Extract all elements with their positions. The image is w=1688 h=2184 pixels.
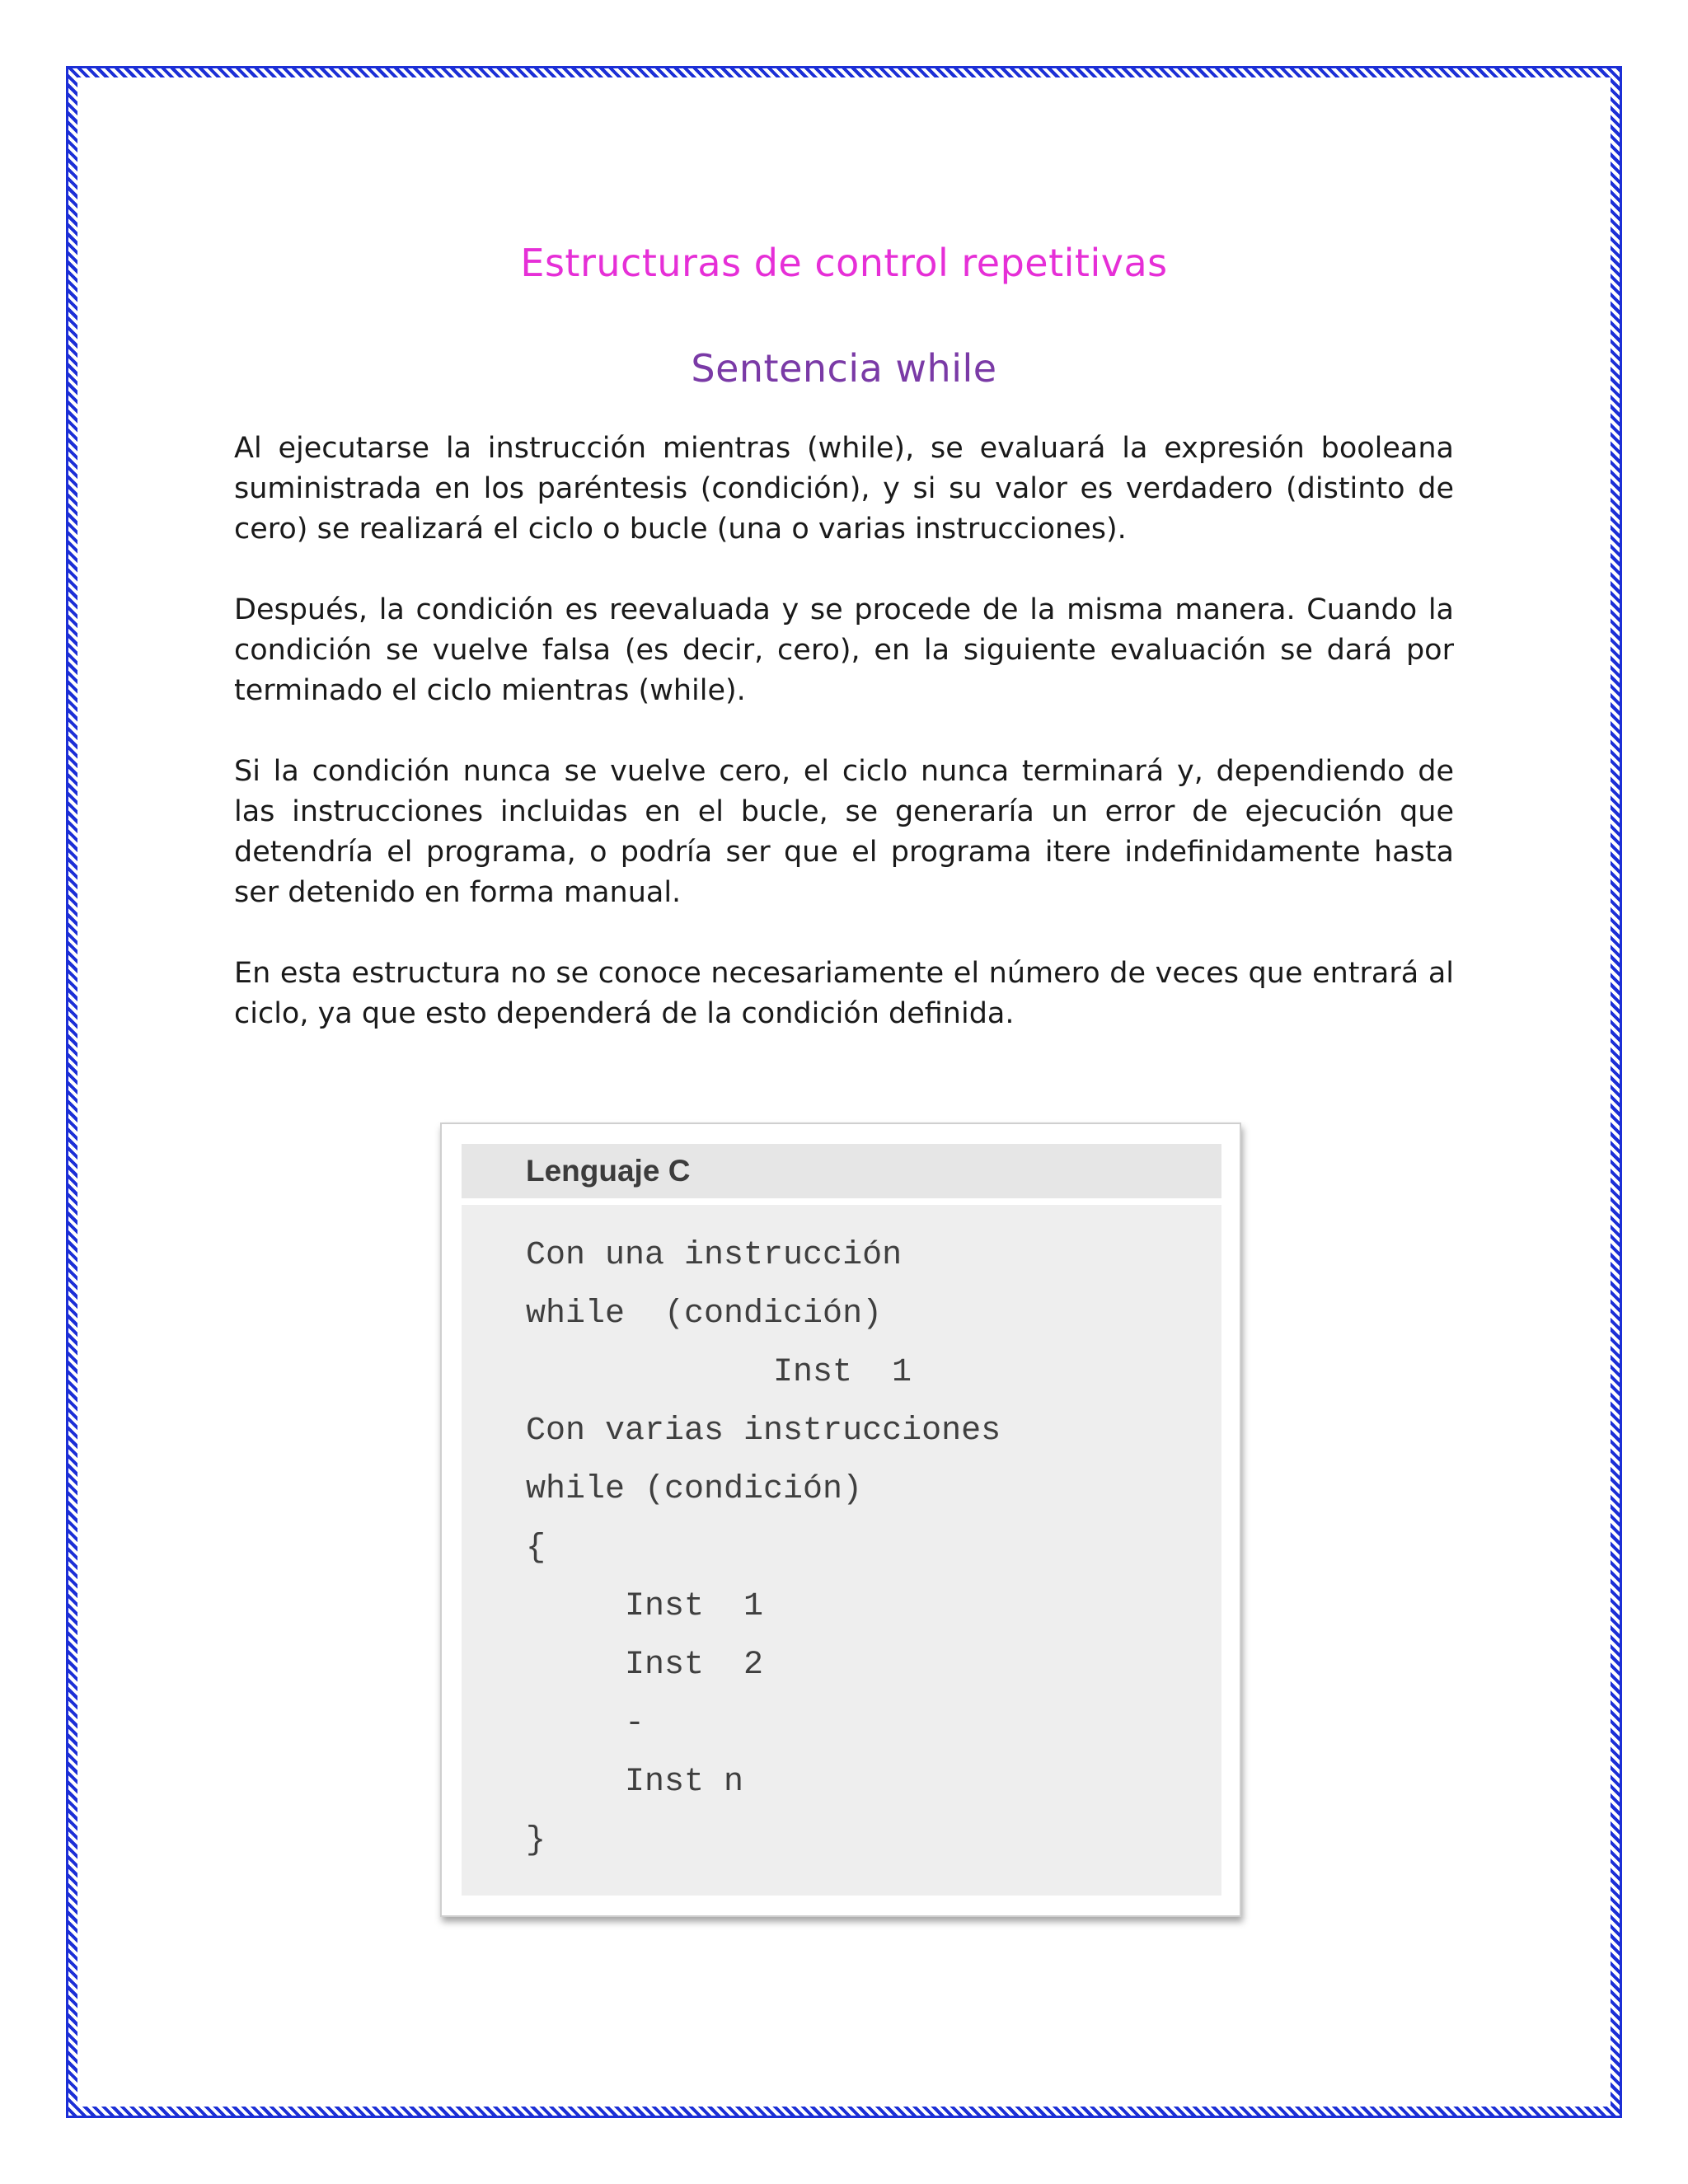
code-line: Inst 1 bbox=[625, 1588, 764, 1625]
code-line: Inst 1 bbox=[773, 1354, 912, 1391]
page-title: Estructuras de control repetitivas bbox=[520, 241, 1168, 285]
code-line: Inst 2 bbox=[625, 1647, 764, 1684]
body-text bbox=[234, 429, 1454, 1075]
code-figure-body bbox=[462, 1205, 1221, 1896]
code-line: Con una instrucción bbox=[526, 1237, 903, 1274]
section-subtitle: Sentencia while bbox=[691, 346, 997, 391]
code-line: - bbox=[625, 1705, 645, 1742]
code-line: Inst n bbox=[625, 1764, 744, 1801]
code-line: Con varias instrucciones bbox=[526, 1413, 1001, 1450]
code-line: { bbox=[526, 1530, 546, 1567]
code-line: while (condición) bbox=[526, 1471, 863, 1508]
paragraph: Después, la condición es reevaluada y se procede de la misma manera. Cuando la condición se vuelve falsa (es decir, cero), en la siguiente evaluación se dará por terminado el ciclo mientras (while). bbox=[234, 593, 1454, 707]
code-figure bbox=[440, 1122, 1241, 1917]
paragraph: Al ejecutarse la instrucción mientras (while), se evaluará la expresión booleana suministrada en los paréntesis (condición), y si su valor es verdadero (distinto de cero) se realizará el ciclo o bucle (una o varias instrucciones). bbox=[234, 432, 1454, 546]
paragraph: En esta estructura no se conoce necesariamente el número de veces que entrará al ciclo, ya que esto dependerá de la condición definida. bbox=[234, 957, 1454, 1030]
paragraph: Si la condición nunca se vuelve cero, el ciclo nunca terminará y, dependiendo de las instrucciones incluidas en el bucle, se generaría un error de ejecución que detendría el programa, o podría ser que el programa itere indefinidamente hasta ser detenido en forma manual. bbox=[234, 755, 1454, 909]
code-line: while (condición) bbox=[526, 1296, 883, 1333]
code-line: } bbox=[526, 1822, 546, 1859]
code-figure-header: Lenguaje C bbox=[462, 1144, 1221, 1198]
